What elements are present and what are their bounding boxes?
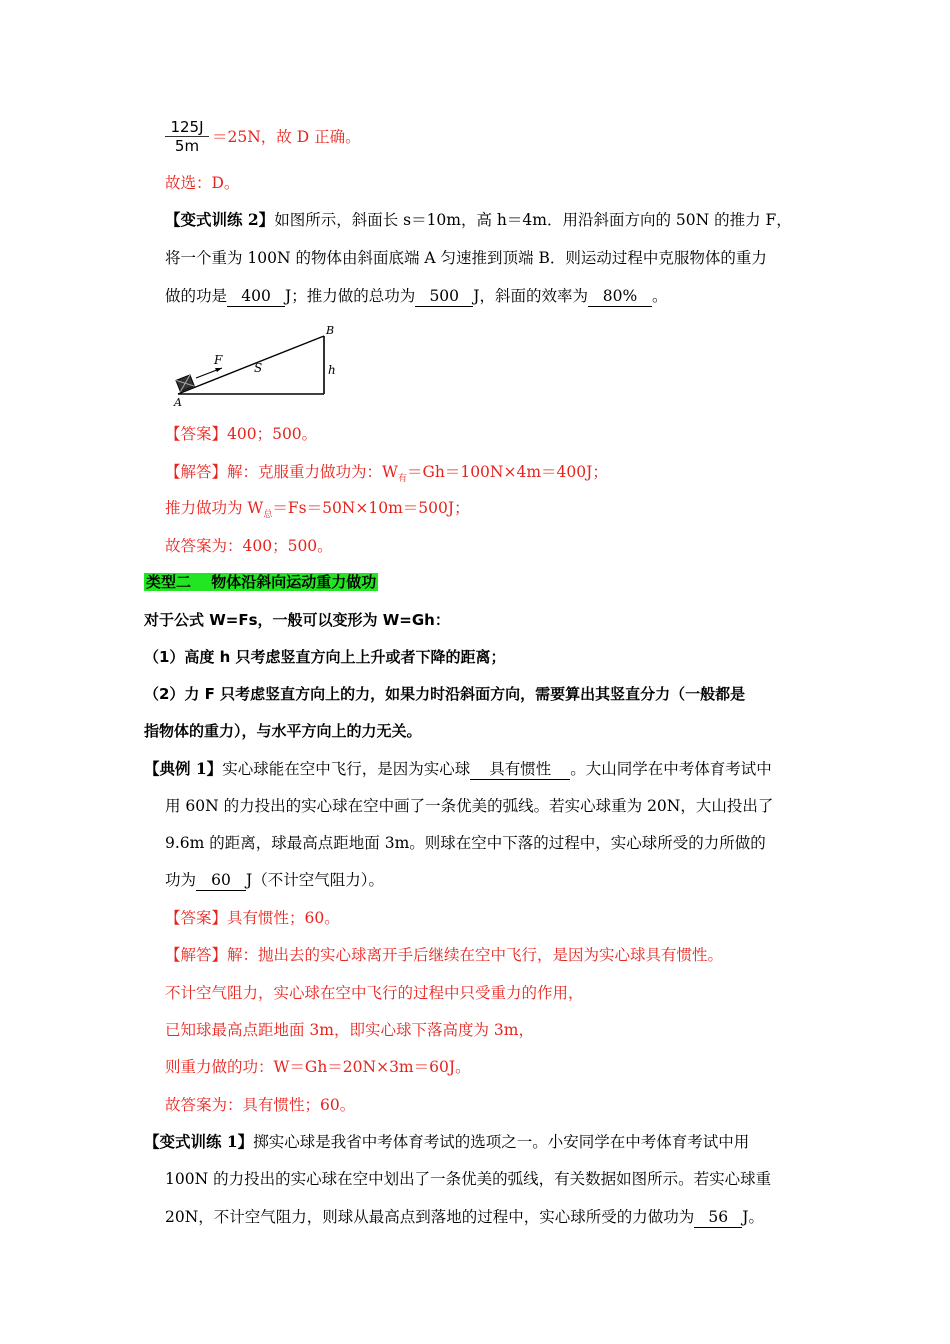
example1-solution-1 xyxy=(165,944,723,966)
variant2-line2: 将一个重为 100N 的物体由斜面底端 A 匀速推到顶端 B．则运动过程中克服物体的重力 xyxy=(165,249,767,267)
incline-slope xyxy=(178,336,324,394)
variant1-line3 xyxy=(165,1206,764,1228)
solution-2b: ＝Fs＝50N×10m＝500J； xyxy=(272,499,470,517)
example1-text4b: J（不计空气阻力）。 xyxy=(246,871,384,889)
variant2-solution-3: 故答案为：400；500。 xyxy=(165,537,333,555)
variant2-answer: 【答案】400；500。 xyxy=(165,425,318,443)
example1-solution-tag: 【解答】 xyxy=(165,946,228,964)
variant1-text3a: 20N，不计空气阻力，则球从最高点到落地的过程中，实心球所受的力做功为 xyxy=(165,1208,695,1226)
section-intro: 对于公式 W=Fs，一般可以变形为 W=Gh： xyxy=(144,611,450,629)
label-F: F xyxy=(214,353,223,367)
fraction-numerator: 125J xyxy=(165,118,209,137)
variant2-text3a: 做的功是 xyxy=(165,287,228,305)
subscript-you: 有 xyxy=(397,474,407,484)
variant2-text3c: J，斜面的效率为 xyxy=(473,287,588,305)
answer-blank-gravity-work: 60 xyxy=(196,870,246,891)
example1-tag: 【典例 1】 xyxy=(144,759,223,778)
section-point2b: 指物体的重力），与水平方向上的力无关。 xyxy=(144,722,422,740)
example1-line1 xyxy=(144,758,772,780)
variant1-text1: 掷实心球是我省中考体育考试的选项之一。小安同学在中考体育考试中用 xyxy=(253,1133,750,1151)
example1-solution-3: 已知球最高点距地面 3m，即实心球下落高度为 3m， xyxy=(165,1021,534,1039)
solution-2a: 推力做功为 W xyxy=(165,499,264,517)
variant2-line3 xyxy=(165,285,667,307)
example1-text1a: 实心球能在空中飞行，是因为实心球 xyxy=(222,760,471,778)
label-B: B xyxy=(326,324,335,337)
section-heading-text: 类型二 物体沿斜向运动重力做功 xyxy=(146,573,377,591)
example1-solution-1-text: 解：抛出去的实心球离开手后继续在空中飞行，是因为实心球具有惯性。 xyxy=(227,946,724,964)
fraction-denominator: 5m xyxy=(174,137,200,155)
example1-line2: 用 60N 的力投出的实心球在空中画了一条优美的弧线。若实心球重为 20N，大山投出了 xyxy=(165,797,774,815)
label-S: S xyxy=(254,361,263,375)
example1-text4a: 功为 xyxy=(165,871,197,889)
section-point2a: （2）力 F 只考虑竖直方向上的力，如果力时沿斜面方向，需要算出其竖直分力（一般都是 xyxy=(144,685,746,703)
solution-tag: 【解答】 xyxy=(165,463,228,481)
variant2-solution-1 xyxy=(165,461,608,486)
fraction-result: ＝25N，故 D 正确。 xyxy=(212,128,361,146)
variant2-text1: 如图所示，斜面长 s＝10m，高 h＝4m．用沿斜面方向的 50N 的推力 F， xyxy=(274,211,792,229)
answer-blank-efficiency: 80% xyxy=(588,286,652,307)
example1-answer: 【答案】具有惯性；60。 xyxy=(165,909,340,927)
force-arrowhead xyxy=(215,368,222,372)
example1-solution-2: 不计空气阻力，实心球在空中飞行的过程中只受重力的作用， xyxy=(165,984,584,1002)
section-point1: （1）高度 h 只考虑竖直方向上上升或者下降的距离； xyxy=(144,648,506,666)
variant2-line1 xyxy=(165,209,792,231)
example1-line4 xyxy=(165,869,384,891)
example1-line3: 9.6m 的距离，球最高点距地面 3m。则球在空中下落的过程中，实心球所受的力所做的 xyxy=(165,834,766,852)
fraction-125j-5m xyxy=(165,118,209,155)
variant1-line2: 100N 的力投出的实心球在空中划出了一条优美的弧线，有关数据如图所示。若实心球重 xyxy=(165,1170,772,1188)
answer-blank-inertia: 具有惯性 xyxy=(470,759,570,780)
solution-1a: 解：克服重力做功为：W xyxy=(227,463,398,481)
variant2-text3d: 。 xyxy=(651,287,668,305)
subscript-zong: 总 xyxy=(263,510,273,520)
variant2-solution-2 xyxy=(165,497,470,522)
example1-solution-4: 则重力做的功：W＝Gh＝20N×3m＝60J。 xyxy=(165,1058,471,1076)
variant1-tag: 【变式训练 1】 xyxy=(144,1132,254,1151)
answer-blank-ball-work: 56 xyxy=(694,1207,742,1228)
label-A: A xyxy=(174,396,182,408)
choice-line: 故选：D。 xyxy=(165,174,240,192)
label-h: h xyxy=(328,363,336,377)
answer-blank-total-work: 500 xyxy=(415,286,473,307)
example1-text1b: 。大山同学在中考体育考试中 xyxy=(570,760,772,778)
answer-blank-work: 400 xyxy=(227,286,285,307)
variant1-line1 xyxy=(144,1131,749,1153)
variant2-tag: 【变式训练 2】 xyxy=(165,210,275,229)
section-heading xyxy=(144,571,378,593)
incline-diagram xyxy=(168,322,338,408)
variant2-text3b: J；推力做的总功为 xyxy=(285,287,416,305)
solution-1b: ＝Gh＝100N×4m＝400J； xyxy=(406,463,608,481)
variant1-text3b: J。 xyxy=(742,1208,765,1226)
example1-solution-5: 故答案为：具有惯性；60。 xyxy=(165,1096,356,1114)
